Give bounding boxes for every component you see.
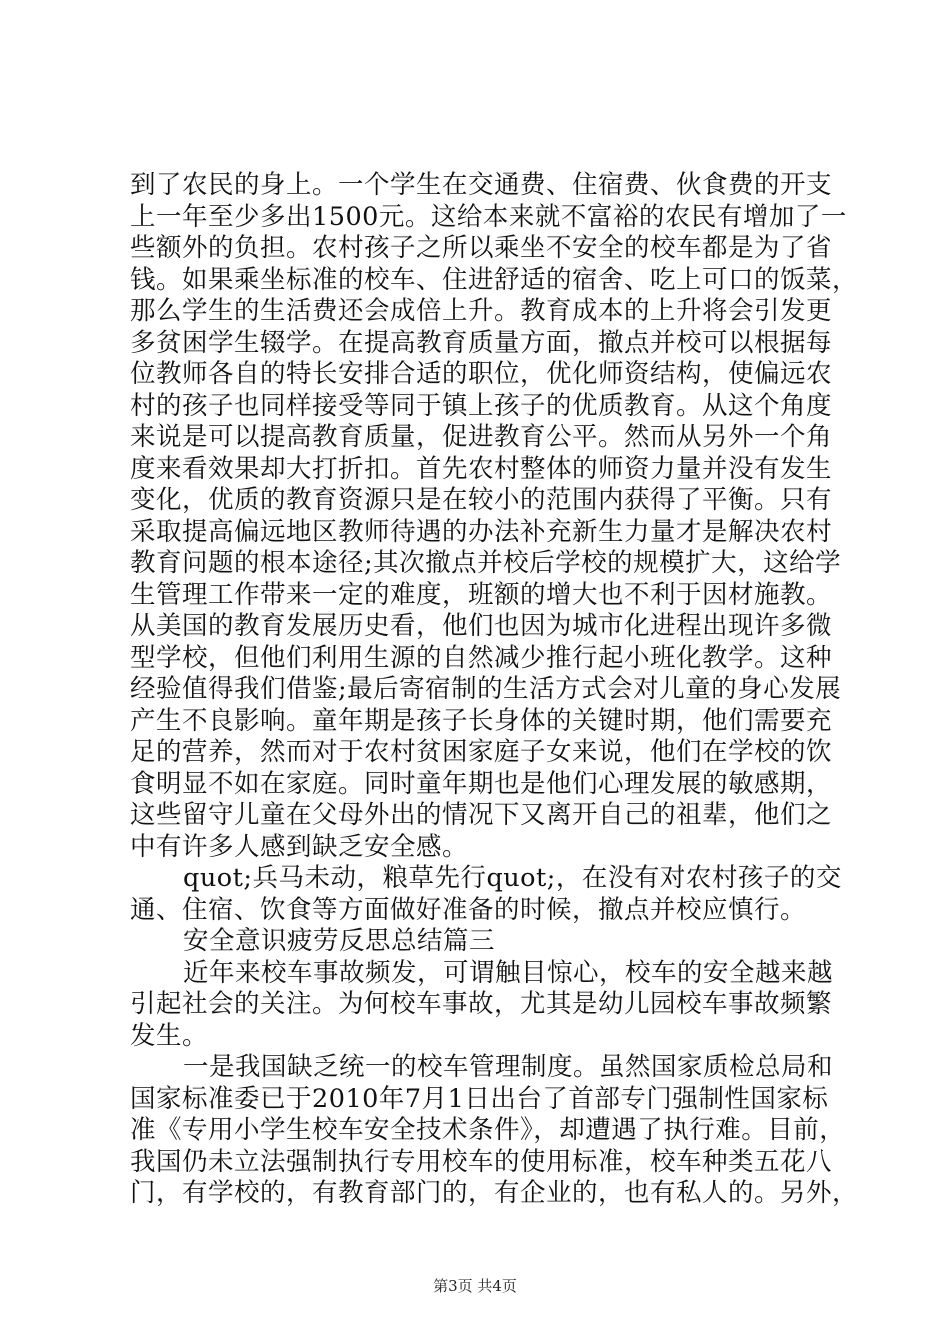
text-line: 些额外的负担。农村孩子之所以乘坐不安全的校车都是为了省 bbox=[130, 233, 833, 263]
text-line: 那么学生的生活费还会成倍上升。教育成本的上升将会引发更 bbox=[130, 296, 833, 326]
text-line: 村的孩子也同样接受等同于镇上孩子的优质教育。从这个角度 bbox=[130, 390, 833, 421]
text-line: 变化，优质的教育资源只是在较小的范围内获得了平衡。只有 bbox=[130, 485, 833, 515]
text-line: 我国仍未立法强制执行专用校车的使用标准，校车种类五花八 bbox=[130, 1146, 833, 1177]
page-footer bbox=[0, 1276, 950, 1296]
paragraph bbox=[130, 170, 859, 863]
text-line: 度来看效果却大打折扣。首先农村整体的师资力量并没有发生 bbox=[130, 453, 833, 484]
text-line: 产生不良影响。童年期是孩子长身体的关键时期，他们需要充 bbox=[130, 705, 833, 736]
text-line: 经验值得我们借鉴;最后寄宿制的生活方式会对儿童的身心发展 bbox=[130, 674, 842, 704]
text-line: 一是我国缺乏统一的校车管理制度。虽然国家质检总局和 bbox=[183, 1052, 834, 1082]
text-line: 食明显不如在家庭。同时童年期也是他们心理发展的敏感期， bbox=[130, 768, 833, 799]
text-line: quot;兵马未动，粮草先行quot;，在没有对农村孩子的交 bbox=[183, 863, 842, 893]
text-line: 钱。如果乘坐标准的校车、住进舒适的宿舍、吃上可口的饭菜， bbox=[130, 264, 859, 295]
text-line: 安全意识疲劳反思总结篇三 bbox=[183, 926, 496, 956]
text-line: 到了农民的身上。一个学生在交通费、住宿费、伙食费的开支 bbox=[130, 170, 833, 200]
text-line: 足的营养，然而对于农村贫困家庭子女来说，他们在学校的饮 bbox=[130, 737, 833, 767]
text-line: 通、住宿、饮食等方面做好准备的时候，撤点并校应慎行。 bbox=[130, 894, 807, 925]
paragraph bbox=[130, 1052, 859, 1210]
text-line: 发生。 bbox=[130, 1020, 209, 1051]
text-line: 从美国的教育发展历史看，他们也因为城市化进程出现许多微 bbox=[130, 611, 833, 641]
text-line: 来说是可以提高教育质量，促进教育公平。然而从另外一个角 bbox=[130, 422, 833, 452]
text-line: 中有许多人感到缺乏安全感。 bbox=[130, 831, 469, 862]
text-line: 上一年至少多出1500元。这给本来就不富裕的农民有增加了一 bbox=[130, 201, 847, 232]
text-line: 近年来校车事故频发，可谓触目惊心，校车的安全越来越 bbox=[183, 957, 834, 988]
text-line: 国家标准委已于2010年7月1日出台了首部专门强制性国家标 bbox=[130, 1083, 829, 1114]
paragraph bbox=[130, 863, 842, 926]
text-line: 多贫困学生辍学。在提高教育质量方面，撤点并校可以根据每 bbox=[130, 327, 833, 358]
text-line: 生管理工作带来一定的难度，班额的增大也不利于因材施教。 bbox=[130, 579, 833, 610]
text-line: 型学校，但他们利用生源的自然减少推行起小班化教学。这种 bbox=[130, 642, 833, 673]
text-line: 这些留守儿童在父母外出的情况下又离开自己的祖辈，他们之 bbox=[130, 800, 833, 830]
section-heading bbox=[130, 926, 830, 958]
text-line: 引起社会的关注。为何校车事故，尤其是幼儿园校车事故频繁 bbox=[130, 989, 833, 1019]
text-line: 教育问题的根本途径;其次撤点并校后学校的规模扩大，这给学 bbox=[130, 548, 842, 578]
text-line: 采取提高偏远地区教师待遇的办法补充新生力量才是解决农村 bbox=[130, 516, 833, 547]
document-body bbox=[130, 170, 859, 1210]
text-line: 位教师各自的特长安排合适的职位，优化师资结构，使偏远农 bbox=[130, 359, 833, 389]
text-line: 准《专用小学生校车安全技术条件》，却遭遇了执行难。目前， bbox=[130, 1115, 846, 1145]
text-line: 门，有学校的，有教育部门的，有企业的，也有私人的。另外， bbox=[130, 1178, 859, 1208]
page-number: 第3页 共4页 bbox=[433, 1277, 517, 1295]
paragraph bbox=[130, 957, 834, 1053]
